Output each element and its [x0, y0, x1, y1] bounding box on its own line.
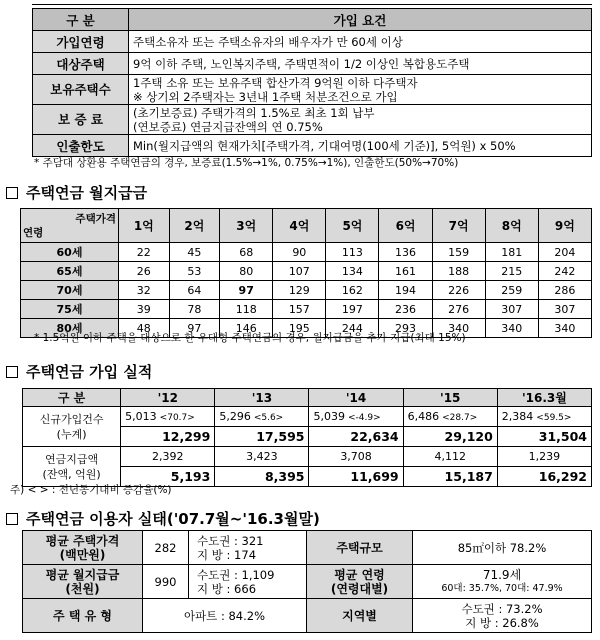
value-cell: 22 — [119, 243, 170, 262]
monthly-payment-table — [20, 208, 592, 338]
value-cell: 129 — [273, 281, 326, 300]
balance-cell: 11,699 — [309, 467, 403, 487]
label-avg-price — [23, 531, 143, 565]
row-label-main: 신규가입건수 — [39, 412, 104, 426]
value-cell: 78 — [169, 300, 220, 319]
region-line: 지 방 : 666 — [197, 581, 257, 596]
note-3: 주) < > : 전년동기대비 증감율(%) — [10, 484, 172, 496]
value-cell: 39 — [119, 300, 170, 319]
value-cell: 293 — [379, 319, 432, 338]
value-cell: 136 — [379, 243, 432, 262]
col-header: '14 — [309, 389, 403, 407]
checkbox-icon — [6, 187, 18, 199]
label-line: 평균 월지급금 — [45, 567, 120, 582]
value-cell: 80 — [220, 262, 273, 281]
value-cell: 236 — [379, 300, 432, 319]
cumulative-cell: 12,299 — [121, 427, 215, 447]
value-avg-monthly: 990 — [143, 565, 189, 599]
change-rate: <-4.9> — [347, 413, 381, 423]
value-cell: 340 — [538, 319, 591, 338]
balance-cell: 16,292 — [497, 467, 591, 487]
value-cell: 45 — [169, 243, 220, 262]
col-header: '13 — [215, 389, 309, 407]
value-cell: 134 — [326, 262, 379, 281]
cumulative-cell: 31,504 — [497, 427, 591, 447]
age-cell: 65세 — [21, 262, 119, 281]
row-value — [129, 75, 592, 105]
value-cell: 162 — [326, 281, 379, 300]
col-header: 4억 — [273, 209, 326, 243]
value-cell: 194 — [379, 281, 432, 300]
count-value: 2,384 — [501, 410, 534, 423]
region-breakdown — [189, 565, 307, 599]
checkbox-icon — [6, 366, 18, 378]
col-header: 6억 — [379, 209, 432, 243]
new-count-cell — [497, 407, 591, 427]
col-header: 2억 — [169, 209, 220, 243]
col-header: 9억 — [538, 209, 591, 243]
payment-cell: 1,239 — [497, 447, 591, 467]
value-cell: 107 — [273, 262, 326, 281]
value-cell: 159 — [432, 243, 485, 262]
cumulative-cell: 17,595 — [215, 427, 309, 447]
value-line: 지 방 : 26.8% — [465, 615, 539, 630]
row-label-sub: (누계) — [56, 427, 87, 441]
region-line: 지 방 : 174 — [197, 547, 257, 562]
value-cell: 97 — [220, 281, 273, 300]
value-cell: 181 — [485, 243, 538, 262]
count-value: 5,013 — [125, 410, 157, 423]
value-cell: 32 — [119, 281, 170, 300]
monthly-table-body — [21, 243, 592, 338]
header-category: 구 분 — [33, 9, 129, 31]
value-cell: 195 — [273, 319, 326, 338]
value-avg-price: 282 — [143, 531, 189, 565]
value-cell: 161 — [379, 262, 432, 281]
corner-cell — [21, 209, 119, 243]
payment-cell: 4,112 — [403, 447, 497, 467]
balance-cell: 8,395 — [215, 467, 309, 487]
row-label: 인출한도 — [33, 135, 129, 157]
count-value: 6,486 — [407, 410, 440, 423]
col-header: 7억 — [432, 209, 485, 243]
col-header: 1억 — [119, 209, 170, 243]
value-cell: 340 — [432, 319, 485, 338]
change-rate: <70.7> — [159, 413, 195, 423]
value-cell: 204 — [538, 243, 591, 262]
section-title-results — [6, 361, 152, 382]
row-line: ※ 상기외 2주택자는 3년내 1주택 처분조건으로 가입 — [133, 89, 398, 104]
results-table — [22, 388, 592, 487]
user-status-table — [22, 530, 592, 633]
value-cell: 26 — [119, 262, 170, 281]
eligibility-table — [32, 8, 592, 157]
age-cell: 70세 — [21, 281, 119, 300]
checkbox-icon — [6, 513, 18, 525]
col-header: 5억 — [326, 209, 379, 243]
value-avg-age — [413, 565, 592, 599]
label-line: (연령대별) — [330, 581, 389, 596]
row-label — [23, 447, 121, 487]
cumulative-cell: 29,120 — [403, 427, 497, 447]
row-label — [23, 407, 121, 447]
label-house-size: 주택규모 — [307, 531, 413, 565]
value-cell: 226 — [432, 281, 485, 300]
row-value: 9억 이하 주택, 노인복지주택, 주택면적이 1/2 이상인 복합용도주택 — [129, 53, 592, 75]
age-cell: 60세 — [21, 243, 119, 262]
value-cell: 244 — [326, 319, 379, 338]
value-cell: 307 — [538, 300, 591, 319]
row-label-sub: (잔액, 억원) — [42, 467, 101, 481]
value-cell: 64 — [169, 281, 220, 300]
top-rule — [32, 0, 592, 5]
table-row — [21, 243, 592, 262]
age-cell: 75세 — [21, 300, 119, 319]
change-rate: <59.5> — [536, 413, 572, 423]
col-header: '12 — [121, 389, 215, 407]
corner-bottom: 연령 — [23, 227, 44, 239]
row-label: 보유주택수 — [33, 75, 129, 105]
value-cell: 340 — [485, 319, 538, 338]
change-rate: <5.6> — [253, 413, 284, 423]
value-house-type: 아파트 : 84.2% — [143, 599, 307, 633]
section-title-monthly — [6, 182, 147, 203]
row-label: 보 증 료 — [33, 105, 129, 135]
value-cell: 48 — [119, 319, 170, 338]
row-value: 주택소유자 또는 주택소유자의 배우자가 만 60세 이상 — [129, 31, 592, 53]
value-cell: 259 — [485, 281, 538, 300]
value-line: 수도권 : 73.2% — [461, 601, 543, 616]
value-line: 60대: 35.7%, 70대: 47.9% — [441, 582, 563, 594]
row-value — [129, 105, 592, 135]
section-title-text: 주택연금 월지급금 — [26, 184, 148, 202]
label-house-type: 주 택 유 형 — [23, 599, 143, 633]
value-cell: 53 — [169, 262, 220, 281]
value-line: 71.9세 — [482, 567, 522, 582]
value-cell: 68 — [220, 243, 273, 262]
row-line: (연보증료) 연금지급잔액의 연 0.75% — [133, 119, 323, 134]
region-line: 수도권 : 1,109 — [197, 567, 275, 582]
change-rate: <28.7> — [442, 413, 478, 423]
row-label: 가입연령 — [33, 31, 129, 53]
value-cell: 286 — [538, 281, 591, 300]
col-header: '16.3월 — [497, 389, 591, 407]
section-title-text: 주택연금 가입 실적 — [26, 363, 153, 381]
header-requirement: 가입 요건 — [129, 9, 592, 31]
value-house-size: 85㎡이하 78.2% — [413, 531, 592, 565]
count-value: 5,039 — [313, 410, 345, 423]
corner-top: 주택가격 — [75, 213, 116, 225]
region-breakdown — [189, 531, 307, 565]
new-count-cell — [309, 407, 403, 427]
value-cell: 113 — [326, 243, 379, 262]
row-line: 1주택 소유 또는 보유주택 합산가격 9억원 이하 다주택자 — [133, 75, 418, 90]
label-avg-monthly — [23, 565, 143, 599]
section-title-text: 주택연금 이용자 실태('07.7월~'16.3월말) — [26, 510, 320, 528]
row-label-main: 연금지급액 — [45, 452, 99, 466]
row-value: Min(월지급액의 현재가치[주택가격, 기대여명(100세 기준)], 5억원) x 50% — [129, 135, 592, 157]
value-cell: 118 — [220, 300, 273, 319]
payment-cell: 3,423 — [215, 447, 309, 467]
label-line: (백만원) — [59, 547, 106, 562]
col-header: 8억 — [485, 209, 538, 243]
row-label: 대상주택 — [33, 53, 129, 75]
value-cell: 197 — [326, 300, 379, 319]
value-cell: 97 — [169, 319, 220, 338]
value-cell: 146 — [220, 319, 273, 338]
label-region: 지역별 — [307, 599, 413, 633]
value-cell: 90 — [273, 243, 326, 262]
note-1: * 주담대 상환용 주택연금의 경우, 보증료(1.5%→1%, 0.75%→1%), 인출한도(50%→70%) — [34, 157, 459, 169]
new-count-cell — [403, 407, 497, 427]
label-line: 평균 연령 — [334, 567, 385, 582]
label-line: 평균 주택가격 — [45, 533, 120, 548]
col-header: 구 분 — [23, 389, 121, 407]
cumulative-cell: 22,634 — [309, 427, 403, 447]
value-cell: 276 — [432, 300, 485, 319]
count-value: 5,296 — [219, 410, 251, 423]
table-row — [21, 281, 592, 300]
new-count-cell — [121, 407, 215, 427]
col-header: '15 — [403, 389, 497, 407]
payment-cell: 2,392 — [121, 447, 215, 467]
age-cell: 80세 — [21, 319, 119, 338]
label-avg-age — [307, 565, 413, 599]
payment-cell: 3,708 — [309, 447, 403, 467]
value-cell: 188 — [432, 262, 485, 281]
value-cell: 307 — [485, 300, 538, 319]
balance-cell: 5,193 — [121, 467, 215, 487]
value-cell: 215 — [485, 262, 538, 281]
note-2: * 1.5억원 이하 주택을 대상으로 한 우대형 주택연금의 경우, 월지급금을 추가 지급(최대 15%) — [34, 332, 466, 344]
table-row — [23, 447, 592, 467]
table-row — [21, 262, 592, 281]
label-line: (천원) — [65, 581, 100, 596]
new-count-cell — [215, 407, 309, 427]
value-region — [413, 599, 592, 633]
balance-cell: 15,187 — [403, 467, 497, 487]
table-row — [23, 407, 592, 427]
table-row — [21, 300, 592, 319]
row-line: (초기보증료) 주택가격의 1.5%로 최초 1회 납부 — [133, 105, 375, 120]
col-header: 3억 — [220, 209, 273, 243]
region-line: 수도권 : 321 — [197, 533, 264, 548]
section-title-users — [6, 508, 320, 529]
value-cell: 157 — [273, 300, 326, 319]
value-cell: 242 — [538, 262, 591, 281]
